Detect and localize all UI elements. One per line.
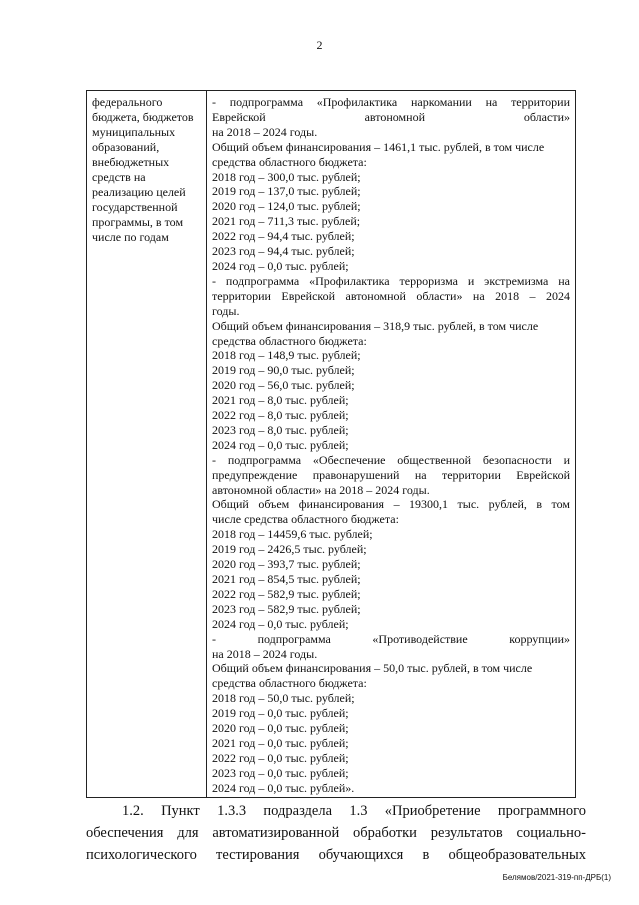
- left-cell-line: федерального: [92, 95, 163, 109]
- right-cell-line: средства областного бюджета:: [212, 333, 367, 348]
- right-cell-line: 2018 год – 148,9 тыс. рублей;: [212, 348, 361, 363]
- right-cell-line: 2021 год – 0,0 тыс. рублей;: [212, 735, 349, 750]
- left-cell-line: образований,: [92, 140, 160, 154]
- left-cell-line: бюджета, бюджетов: [92, 110, 194, 124]
- right-cell-line: Общий объем финансирования – 1461,1 тыс. рублей, в том числе: [212, 139, 545, 154]
- left-cell-line: числе по годам: [92, 230, 169, 244]
- right-cell-line: 2024 год – 0,0 тыс. рублей;: [212, 616, 349, 631]
- right-cell-line: 2020 год – 124,0 тыс. рублей;: [212, 199, 361, 214]
- right-cell-line: на 2018 – 2024 годы.: [212, 124, 318, 139]
- funding-table: [86, 90, 576, 798]
- right-cell-line: предупреждение правонарушений на территории Еврейской: [212, 467, 570, 482]
- left-cell-line: программы, в том: [92, 215, 184, 229]
- right-cell-line: числе средства областного бюджета:: [212, 512, 399, 527]
- right-cell-line: 2020 год – 393,7 тыс. рублей;: [212, 557, 361, 572]
- right-cell-line: - подпрограмма «Профилактика терроризма и экстремизма на: [212, 273, 570, 288]
- right-cell-line: 2021 год – 854,5 тыс. рублей;: [212, 572, 361, 586]
- table-right-cell: [207, 91, 575, 797]
- right-cell-line: средства областного бюджета:: [212, 154, 367, 169]
- right-cell-line: 2024 год – 0,0 тыс. рублей».: [212, 780, 355, 795]
- right-cell-line: 2024 год – 0,0 тыс. рублей;: [212, 437, 349, 452]
- right-cell-line: 2023 год – 0,0 тыс. рублей;: [212, 765, 349, 780]
- right-cell-line: Еврейской автономной области»: [212, 109, 570, 124]
- right-cell-line: Общий объем финансирования – 50,0 тыс. рублей, в том числе: [212, 661, 533, 676]
- page-number: 2: [316, 38, 323, 52]
- right-cell-line: 2023 год – 582,9 тыс. рублей;: [212, 601, 361, 616]
- paragraph-1-2: [86, 800, 586, 866]
- right-cell-line: 2018 год – 50,0 тыс. рублей;: [212, 691, 355, 706]
- right-cell-line: 2019 год – 2426,5 тыс. рублей;: [212, 542, 367, 557]
- left-cell-line: государственной: [92, 200, 178, 214]
- document-code: Белямов/2021-319-пп-ДРБ(1): [502, 873, 611, 882]
- right-cell-line: - подпрограмма «Обеспечение общественной безопасности и: [212, 452, 570, 467]
- right-cell-line: 2022 год – 582,9 тыс. рублей;: [212, 586, 361, 601]
- left-cell-line: средств на: [92, 170, 146, 184]
- right-cell-line: 2020 год – 0,0 тыс. рублей;: [212, 721, 349, 736]
- right-cell-line: 2019 год – 0,0 тыс. рублей;: [212, 706, 349, 721]
- right-cell-line: 2022 год – 94,4 тыс. рублей;: [212, 229, 355, 244]
- right-cell-line: 2023 год – 8,0 тыс. рублей;: [212, 422, 349, 437]
- right-cell-line: - подпрограмма «Профилактика наркомании на территории: [212, 95, 570, 109]
- right-cell-line: 2024 год – 0,0 тыс. рублей;: [212, 258, 349, 273]
- table-left-cell: [87, 91, 207, 797]
- right-cell-line: на 2018 – 2024 годы.: [212, 646, 318, 661]
- paragraph-line: 1.2. Пункт 1.3.3 подраздела 1.3 «Приобретение программного: [122, 803, 586, 819]
- right-cell-line: 2023 год – 94,4 тыс. рублей;: [212, 244, 355, 259]
- right-cell-line: 2022 год – 0,0 тыс. рублей;: [212, 750, 349, 765]
- right-cell-line: средства областного бюджета:: [212, 676, 367, 691]
- left-cell-line: муниципальных: [92, 125, 176, 139]
- right-cell-line: автономной области» на 2018 – 2024 годы.: [212, 482, 430, 497]
- paragraph-line: обеспечения для автоматизированной обработки результатов социально-: [86, 825, 586, 841]
- right-cell-line: 2019 год – 137,0 тыс. рублей;: [212, 184, 361, 199]
- right-cell-line: 2019 год – 90,0 тыс. рублей;: [212, 363, 355, 378]
- right-cell-line: 2018 год – 300,0 тыс. рублей;: [212, 169, 361, 184]
- right-cell-line: Общий объем финансирования – 19300,1 тыс. рублей, в том: [212, 497, 570, 512]
- right-cell-line: 2022 год – 8,0 тыс. рублей;: [212, 408, 349, 423]
- right-cell-line: - подпрограмма «Противодействие коррупции»: [212, 631, 570, 646]
- left-cell-line: внебюджетных: [92, 155, 170, 169]
- right-cell-line: 2021 год – 8,0 тыс. рублей;: [212, 393, 349, 408]
- right-cell-line: Общий объем финансирования – 318,9 тыс. рублей, в том числе: [212, 318, 539, 333]
- right-cell-line: годы.: [212, 303, 240, 318]
- right-cell-line: 2018 год – 14459,6 тыс. рублей;: [212, 527, 373, 542]
- left-cell-line: реализацию целей: [92, 185, 186, 199]
- right-cell-line: 2020 год – 56,0 тыс. рублей;: [212, 378, 355, 393]
- paragraph-line: психологического тестирования обучающихся в общеобразовательных: [86, 847, 586, 863]
- right-cell-line: территории Еврейской автономной области» на 2018 – 2024: [212, 288, 570, 303]
- right-cell-line: 2021 год – 711,3 тыс. рублей;: [212, 214, 361, 229]
